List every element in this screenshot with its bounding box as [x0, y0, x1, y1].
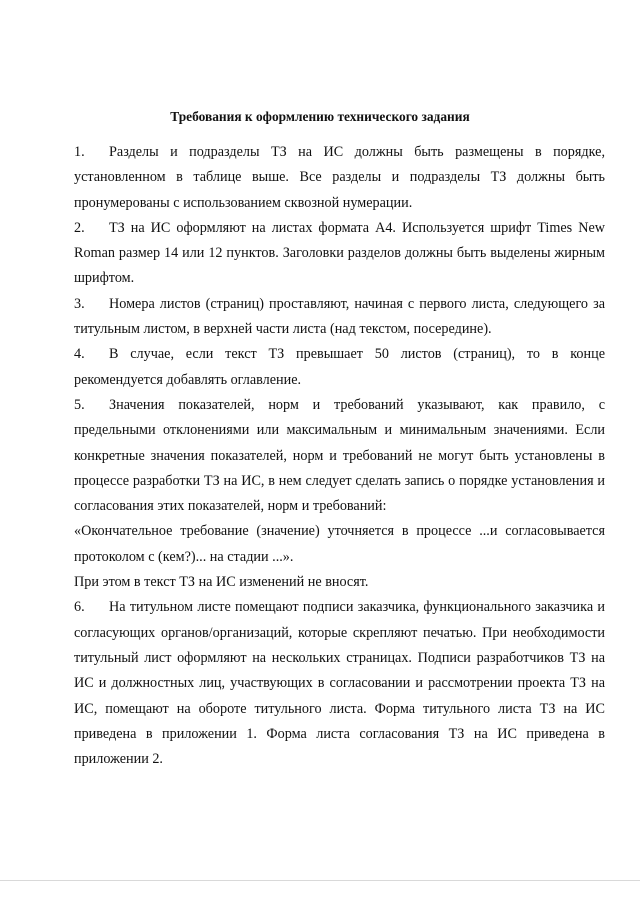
- list-item: [74, 342, 605, 393]
- item-number: 1.: [74, 144, 85, 160]
- note-paragraph: При этом в текст ТЗ на ИС изменений не вносят.: [74, 574, 369, 591]
- document-body: [74, 140, 605, 772]
- item-text: В случае, если текст ТЗ превышает 50 листов (страниц), то в конце рекомендуется добавлять оглавление.: [74, 346, 605, 388]
- item-number: 5.: [74, 396, 85, 413]
- list-item: [74, 595, 605, 772]
- list-item: [74, 292, 605, 343]
- item-text: Значения показателей, норм и требований указывают, как правило, с предельными отклонениями или максимальным и минимальным значениями. Если конкретные значения показателей, норм и требований не могут быть установлены в процессе разработки ТЗ на ИС, в нем следует сделать запись о порядке установления и согласования этих показателей, норм и требований:: [74, 396, 605, 515]
- item-text: Номера листов (страниц) проставляют, начиная с первого листа, следующего за титульным листом, в верхней части листа (над текстом, посередине).: [74, 295, 605, 338]
- item-number: 4.: [74, 346, 85, 363]
- item-number: 2.: [74, 219, 85, 236]
- list-item: [74, 140, 605, 216]
- item-text: Разделы и подразделы ТЗ на ИС должны быть размещены в порядке, установленном в таблице выше. Все разделы и подразделы ТЗ должны быть пронумерованы с использованием сквозной нумерации.: [74, 144, 605, 211]
- item-text: На титульном листе помещают подписи заказчика, функционального заказчика и согласующих органов/организаций, которые скрепляют печатью. При необходимости титульный лист оформляют на нескольких страницах. Подписи разработчиков ТЗ на ИС и должностных лиц, участвующих в согласовании и рассмотрении проекта ТЗ на ИС, помещают на обороте титульного листа. Форма титульного листа ТЗ на ИС приведена в приложении 1. Форма листа согласования ТЗ на ИС приведена в приложении 2.: [74, 599, 605, 768]
- item-text: ТЗ на ИС оформляют на листах формата А4. Используется шрифт Times New Roman размер 14 или 12 пунктов. Заголовки разделов должны быть выделены жирным шрифтом.: [74, 219, 605, 287]
- item-number: 3.: [74, 295, 85, 312]
- item-number: 6.: [74, 599, 85, 616]
- list-item: [74, 393, 605, 519]
- document-title: Требования к оформлению технического задания: [170, 109, 470, 124]
- list-item: [74, 216, 605, 292]
- quote-paragraph: «Окончательное требование (значение) уточняется в процессе ...и согласовывается протоколом с (кем?)... на стадии ...».: [74, 523, 605, 565]
- page-bottom-divider: [0, 880, 640, 881]
